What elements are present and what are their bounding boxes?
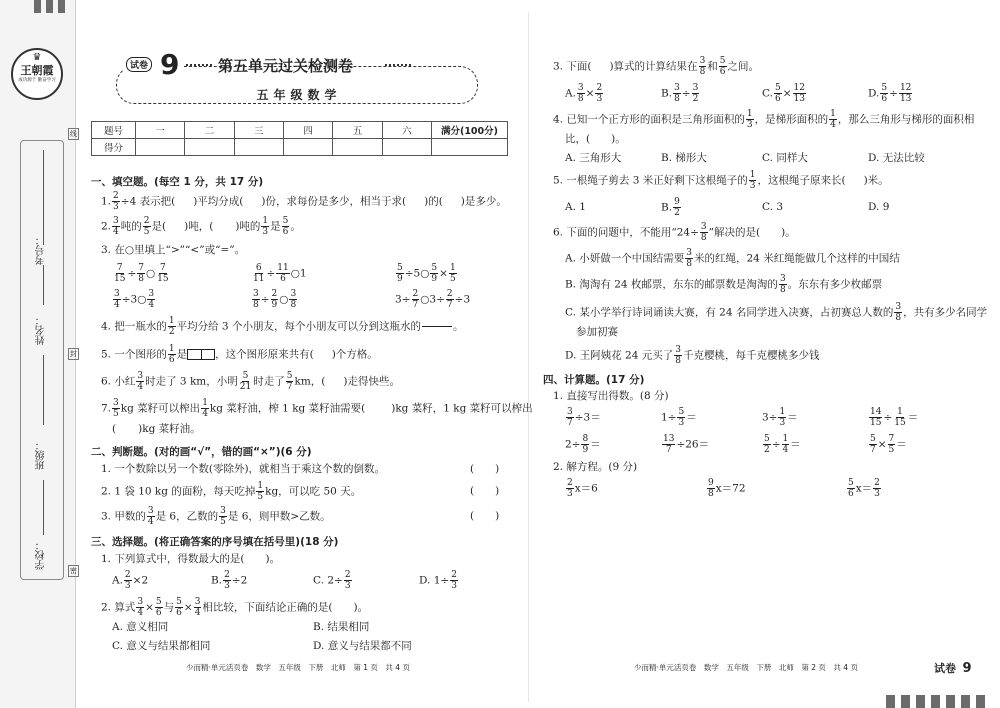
judge-1: 1. 一个数除以另一个数(零除外)，就相当于乘这个数的倒数。 — [101, 463, 386, 475]
field-school-line[interactable] — [43, 480, 44, 535]
seal-marker: 封 — [70, 350, 77, 358]
calc-1-r1-3[interactable]: 3÷ $\frac{1}{3}$ ＝ — [762, 407, 798, 428]
exam-badge — [124, 48, 184, 81]
section-true-false: 二、判断题。(对的画“√”，错的画“×”)(6 分) — [91, 446, 312, 458]
title-dots — [385, 64, 411, 66]
choice-3-option-a[interactable]: A. $\frac{3}{8}$ × $\frac{2}{3}$ — [565, 83, 603, 104]
score-cell[interactable] — [185, 139, 234, 156]
brand-logo: ♛ 王朝霞 成功源于 勤奋学习 — [11, 48, 63, 100]
question-2: 2. $\frac{3}{4}$ 吨的 $\frac{2}{5}$ 是( )吨，( )吨的 $\frac{1}{3}$ 是 $\frac{5}{6}$ 。 — [101, 216, 301, 237]
bottom-stripe — [886, 695, 895, 708]
field-exam-no-line[interactable] — [43, 150, 44, 245]
compare-row-2a[interactable]: $\frac{3}{4}$ ÷3○ $\frac{3}{4}$ — [114, 289, 155, 310]
choice-3-option-c[interactable]: C. $\frac{5}{6}$ × $\frac{12}{13}$ — [762, 83, 805, 104]
choice-5-option-a[interactable]: A. 1 — [565, 201, 586, 213]
choice-1-option-b[interactable]: B. $\frac{2}{3}$ ÷2 — [211, 570, 248, 591]
exam-badge-number: 9 — [160, 48, 180, 81]
judge-3: 3. 甲数的 $\frac{3}{4}$ 是 6，乙数的 $\frac{3}{5}$ 是 6，则甲数>乙数。 — [101, 506, 331, 527]
choice-4: 4. 已知一个正方形的面积是三角形面积的 $\frac{1}{3}$ ，是梯形面积的 $\frac{1}{4}$ ，那么三角形与梯形的面积相 — [553, 109, 975, 130]
choice-2-option-c[interactable]: C. 意义与结果都相同 — [112, 640, 211, 652]
table-cell: 六 — [382, 122, 431, 139]
choice-4-option-d[interactable]: D. 无法比较 — [868, 152, 925, 164]
choice-2-option-d[interactable]: D. 意义与结果都不同 — [313, 640, 412, 652]
table-cell: 题号 — [92, 122, 136, 139]
exam-badge-label: 试卷 — [126, 57, 152, 72]
equation-2[interactable]: $\frac{9}{8}$ x＝72 — [708, 478, 746, 499]
page-title: 第五单元过关检测卷 — [218, 57, 354, 75]
choice-1-option-c[interactable]: C. 2÷ $\frac{2}{3}$ — [313, 570, 351, 591]
top-stripe — [34, 0, 41, 13]
footer-right: 少而精·单元活页卷 数学 五年级 下册 北师 第 2 页 共 4 页 — [634, 663, 858, 672]
calc-1-r2-1[interactable]: 2÷ $\frac{8}{9}$ ＝ — [565, 434, 601, 455]
choice-2: 2. 算式 $\frac{3}{4}$ × $\frac{5}{6}$ 与 $\frac{5}{6}$ × $\frac{3}{4}$ 相比较，下面结论正确的是( )。 — [101, 597, 369, 618]
choice-6-option-c[interactable]: C. 某小学举行诗词诵读大赛，有 24 名同学进入决赛，占初赛总人数的 $\frac{3}{8}$ ，共有多少名同学 — [565, 302, 988, 323]
seal-marker: 线 — [70, 130, 77, 138]
field-class-label: 班级： — [36, 440, 47, 470]
compare-row-1b[interactable]: $\frac{6}{11}$ ÷ $\frac{11}{6}$ ○1 — [253, 263, 307, 284]
judge-3-answer[interactable]: ( ) — [470, 510, 500, 522]
score-cell[interactable] — [432, 139, 508, 156]
judge-2-answer[interactable]: ( ) — [470, 485, 500, 497]
field-class-line[interactable] — [43, 355, 44, 425]
compare-row-1c[interactable]: $\frac{5}{9}$ ÷5○ $\frac{5}{9}$ × $\frac{1}{5}$ — [397, 263, 456, 284]
field-name-line[interactable] — [43, 265, 44, 305]
calc-1-r2-3[interactable]: $\frac{5}{2}$ ÷ $\frac{1}{4}$ ＝ — [764, 434, 801, 455]
table-cell: 四 — [283, 122, 332, 139]
question-7-cont: ( )kg 菜籽油。 — [112, 423, 201, 435]
compare-row-1a[interactable]: $\frac{7}{15}$ ÷ $\frac{7}{8}$ ○ $\frac{7}{15}$ — [114, 263, 169, 284]
equation-1[interactable]: $\frac{2}{3}$ x＝6 — [567, 478, 598, 499]
choice-6: 6. 下面的问题中，不能用“24÷ $\frac{3}{8}$ ”解决的是( )。 — [553, 222, 796, 243]
choice-5-option-c[interactable]: C. 3 — [762, 201, 784, 213]
section-fill-blank: 一、填空题。(每空 1 分，共 17 分) — [91, 176, 264, 188]
choice-5: 5. 一根绳子剪去 3 米正好剩下这根绳子的 $\frac{1}{3}$ ，这根绳子原来长( )米。 — [553, 170, 889, 191]
question-6: 6. 小红 $\frac{3}{4}$ 时走了 3 km，小明 $\frac{5}{21}$ 时走了 $\frac{5}{7}$ km，( )走得快些。 — [101, 371, 400, 392]
question-4: 4. 把一瓶水的 $\frac{1}{2}$ 平均分给 3 个小朋友，每个小朋友可以分到这瓶水的 。 — [101, 316, 464, 337]
calc-1-r1-4[interactable]: $\frac{14}{15}$ ÷ $\frac{1}{15}$ ＝ — [870, 407, 919, 428]
score-table-header-row — [92, 122, 508, 139]
choice-5-option-d[interactable]: D. 9 — [868, 201, 890, 213]
top-stripe — [58, 0, 65, 13]
page-subtitle: 五年级数学 — [244, 86, 354, 103]
calc-1-r1-2[interactable]: 1÷ $\frac{5}{3}$ ＝ — [661, 407, 697, 428]
score-table — [91, 121, 508, 156]
score-cell[interactable] — [136, 139, 185, 156]
field-exam-no-label: 考号： — [36, 235, 47, 265]
choice-1-option-d[interactable]: D. 1÷ $\frac{2}{3}$ — [419, 570, 457, 591]
bottom-stripe — [916, 695, 925, 708]
table-cell: 得分 — [92, 139, 136, 156]
choice-1: 1. 下列算式中，得数最大的是( )。 — [101, 553, 281, 565]
question-3: 3. 在○里填上“>”“<”或“=”。 — [101, 244, 246, 256]
compare-row-2b[interactable]: $\frac{3}{8}$ ÷ $\frac{2}{9}$ ○ $\frac{3}{8}$ — [253, 289, 297, 310]
bottom-stripe — [931, 695, 940, 708]
field-name-label: 姓名： — [36, 315, 47, 345]
choice-6-option-a[interactable]: A. 小妍做一个中国结需要 $\frac{3}{8}$ 米的红绳，24 米红绳能做几个这样的中国结 — [565, 248, 900, 269]
bottom-stripe — [961, 695, 970, 708]
choice-4-option-b[interactable]: B. 梯形大 — [661, 152, 707, 164]
choice-6-option-d[interactable]: D. 王阿姨花 24 元买了 $\frac{3}{8}$ 千克樱桃，每千克樱桃多少钱 — [565, 345, 820, 366]
choice-3-option-d[interactable]: D. $\frac{5}{6}$ ÷ $\frac{12}{13}$ — [868, 83, 912, 104]
top-stripe — [46, 0, 53, 13]
choice-3: 3. 下面( )算式的计算结果在 $\frac{3}{8}$ 和 $\frac{5}{6}$ 之间。 — [553, 56, 760, 77]
section-calculation: 四、计算题。(17 分) — [543, 374, 645, 386]
field-school-label: 学校： — [36, 540, 47, 570]
table-cell: 五 — [333, 122, 382, 139]
question-7: 7. $\frac{3}{5}$ kg 菜籽可以榨出 $\frac{1}{4}$ kg 菜籽油，榨 1 kg 菜籽油需要( )kg 菜籽，1 kg 菜籽可以榨出 — [101, 398, 533, 419]
footer-left: 少而精·单元活页卷 数学 五年级 下册 北师 第 1 页 共 4 页 — [186, 663, 410, 672]
section-multiple-choice: 三、选择题。(将正确答案的序号填在括号里)(18 分) — [91, 536, 339, 548]
seal-marker: 密 — [70, 567, 77, 575]
table-cell: 一 — [136, 122, 185, 139]
score-cell[interactable] — [333, 139, 382, 156]
calc-1-r2-4[interactable]: $\frac{5}{7}$ × $\frac{7}{5}$ ＝ — [870, 434, 907, 455]
judge-1-answer[interactable]: ( ) — [470, 463, 500, 475]
page-divider — [528, 12, 529, 702]
score-cell[interactable] — [283, 139, 332, 156]
calc-1-r2-2[interactable]: $\frac{13}{7}$ ÷26＝ — [663, 434, 710, 455]
question-5: 5. 一个图形的 $\frac{1}{6}$ 是 ，这个图形原来共有( )个方格。 — [101, 344, 378, 365]
calc-2: 2. 解方程。(9 分) — [553, 461, 638, 473]
bottom-stripe — [901, 695, 910, 708]
choice-2-option-b[interactable]: B. 结果相同 — [313, 621, 370, 633]
compare-row-2c[interactable]: 3÷ $\frac{2}{7}$ ○3÷ $\frac{2}{7}$ ÷3 — [395, 289, 471, 310]
answer-fraction-blank[interactable] — [422, 317, 452, 337]
title-dots — [186, 64, 212, 66]
exam-tag: 试卷 9 — [934, 660, 978, 678]
calc-1: 1. 直接写出得数。(8 分) — [553, 390, 669, 402]
bottom-stripe — [976, 695, 985, 708]
judge-2: 2. 1 袋 10 kg 的面粉，每天吃掉 $\frac{1}{5}$ kg，可以吃 50 天。 — [101, 481, 362, 502]
bottom-stripe — [946, 695, 955, 708]
table-cell: 满分(100分) — [432, 122, 508, 139]
choice-6-option-c-cont: 参加初赛 — [576, 326, 618, 338]
sidebar-form — [20, 140, 64, 580]
choice-1-option-a[interactable]: A. $\frac{2}{3}$ ×2 — [112, 570, 149, 591]
calc-1-r1-1[interactable]: $\frac{3}{7}$ ÷3＝ — [567, 407, 601, 428]
square-grid-icon — [187, 349, 215, 360]
table-cell: 二 — [185, 122, 234, 139]
choice-5-option-b[interactable]: B. $\frac{9}{2}$ — [661, 197, 680, 218]
score-cell[interactable] — [382, 139, 431, 156]
table-cell: 三 — [234, 122, 283, 139]
question-1: 1. $\frac{2}{3}$ ÷4 表示把( )平均分成( )份，求每份是多少，相当于求( )的( )是多少。 — [101, 191, 507, 212]
score-cell[interactable] — [234, 139, 283, 156]
choice-4-option-a[interactable]: A. 三角形大 — [565, 152, 622, 164]
choice-4-option-c[interactable]: C. 同样大 — [762, 152, 808, 164]
choice-4-cont: 比，( )。 — [565, 133, 626, 145]
choice-3-option-b[interactable]: B. $\frac{3}{8}$ ÷ $\frac{3}{2}$ — [661, 83, 699, 104]
score-table-score-row — [92, 139, 508, 156]
choice-6-option-b[interactable]: B. 淘淘有 24 枚邮票，东东的邮票数是淘淘的 $\frac{3}{8}$ 。东东有多少枚邮票 — [565, 274, 883, 295]
crown-icon: ♛ — [32, 52, 42, 63]
choice-2-option-a[interactable]: A. 意义相同 — [112, 621, 169, 633]
equation-3[interactable]: $\frac{5}{6}$ x＝ $\frac{2}{3}$ — [848, 478, 880, 499]
